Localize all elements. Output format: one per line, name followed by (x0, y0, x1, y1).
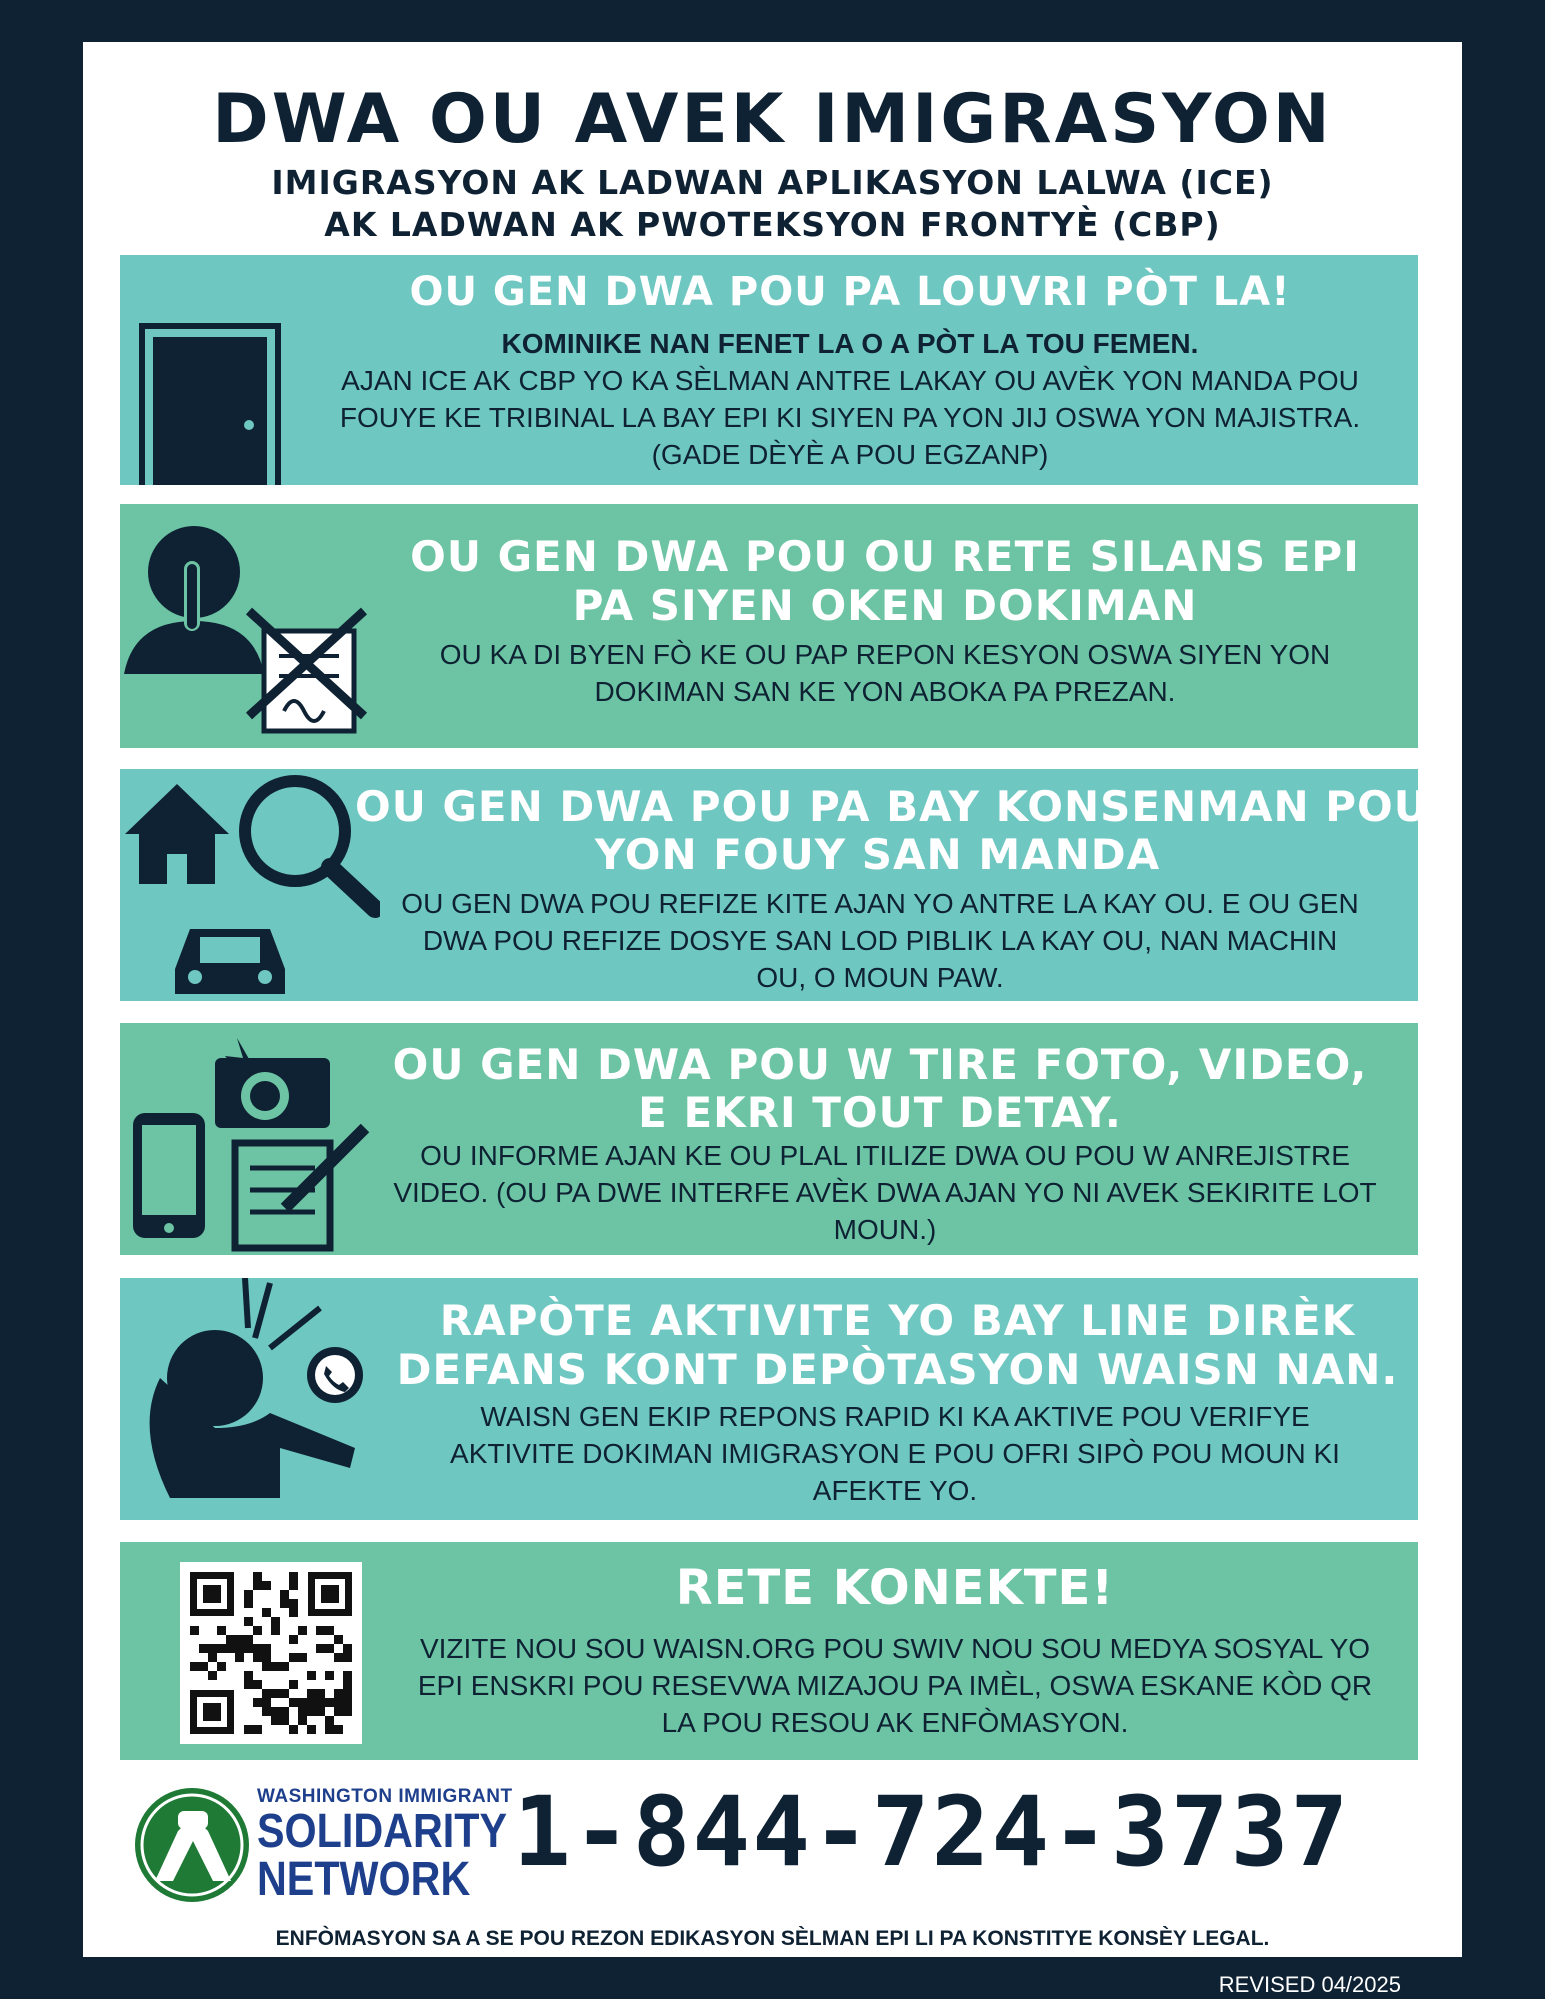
qr-code-graphic (180, 1562, 362, 1744)
qr-module (298, 1653, 307, 1662)
qr-module (262, 1644, 271, 1653)
qr-module (325, 1671, 334, 1680)
section-text: OU KA DI BYEN FÒ KE OU PAP REPON KESYON OSWA SIYEN YON DOKIMAN SAN KE YON ABOKA PA PREZAN. (439, 639, 1331, 707)
qr-module (298, 1626, 307, 1635)
qr-module (289, 1725, 298, 1734)
qr-module (316, 1689, 325, 1698)
section-door (120, 255, 1418, 485)
section-connect (120, 1542, 1418, 1760)
section-heading: RETE KONEKTE! (675, 1560, 1115, 1616)
legal-disclaimer: ENFÒMASYON SA A SE POU REZON EDIKASYON SÈLMAN EPI LI PA KONSTITYE KONSÈY LEGAL. (275, 1927, 1270, 1950)
qr-module (334, 1653, 343, 1662)
page-subtitle (83, 162, 1462, 246)
qr-module (334, 1698, 343, 1707)
qr-module (190, 1626, 199, 1635)
qr-module (271, 1689, 280, 1698)
hotline-number[interactable]: 1-844-724-3737 (513, 1776, 1351, 1888)
qr-module (280, 1590, 289, 1599)
qr-module (343, 1698, 352, 1707)
silence-no-sign-icon (124, 516, 374, 736)
qr-module (262, 1689, 271, 1698)
qr-module (307, 1707, 316, 1716)
org-name-top: WASHINGTON IMMIGRANT (257, 1786, 513, 1807)
qr-module (334, 1725, 343, 1734)
section-text: KOMINIKE NAN FENET LA O A PÒT LA TOU FEMEN. AJAN ICE AK CBP YO KA SÈLMAN ANTRE LAKAY OU AVÈK YON MANDA POU FOUYE KE TRIBINAL LA BAY EPI KI SIYEN PA YON JIJ OSWA YON MAJISTRA. (GADE DÈYÈ A POU EGZANP) (300, 325, 1400, 473)
qr-module (307, 1671, 316, 1680)
qr-module (217, 1644, 226, 1653)
qr-module (325, 1644, 334, 1653)
section-heading: OU GEN DWA POU PA BAY KONSENMAN POU YON FOUY SAN MANDA (355, 782, 1429, 879)
qr-module (253, 1572, 262, 1581)
subtitle-line-1: IMIGRASYON AK LADWAN APLIKASYON LALWA (ICE) (271, 163, 1274, 202)
qr-module (289, 1581, 298, 1590)
section-text: VIZITE NOU SOU WAISN.ORG POU SWIV NOU SOU MEDYA SOSYAL YO EPI ENSKRI POU RESEVWA MIZAJOU PA IMÈL, OSWA ESKANE KÒD QR LA POU RESOU AK ENFÒMASYON. (417, 1633, 1373, 1738)
qr-module (271, 1617, 280, 1626)
qr-module (280, 1716, 289, 1725)
qr-module (253, 1626, 262, 1635)
qr-module (343, 1671, 352, 1680)
qr-module (316, 1707, 325, 1716)
qr-module (334, 1707, 343, 1716)
qr-module (316, 1644, 325, 1653)
qr-module (343, 1680, 352, 1689)
section-report (120, 1278, 1418, 1520)
qr-module (235, 1653, 244, 1662)
qr-module (262, 1662, 271, 1671)
qr-module (253, 1680, 262, 1689)
qr-module (271, 1626, 280, 1635)
qr-module (253, 1644, 262, 1653)
qr-module (289, 1680, 298, 1689)
qr-module (289, 1572, 298, 1581)
qr-code-icon[interactable] (180, 1562, 362, 1744)
qr-module (289, 1698, 298, 1707)
section-heading: OU GEN DWA POU PA LOUVRI PÒT LA! (409, 269, 1291, 315)
qr-module (280, 1599, 289, 1608)
revision-date: REVISED 04/2025 (1218, 1972, 1401, 1997)
qr-module (226, 1635, 235, 1644)
section-silence (120, 504, 1418, 748)
qr-module (271, 1662, 280, 1671)
qr-module (343, 1644, 352, 1653)
section-text: OU GEN DWA POU REFIZE KITE AJAN YO ANTRE LA KAY OU. E OU GEN DWA POU REFIZE DOSYE SAN LOD PIBLIK LA KAY OU, NAN MACHIN OU, O MOUN PAW. (401, 888, 1359, 993)
qr-module (280, 1707, 289, 1716)
page-title: DWA OU AVEK IMIGRASYON (212, 80, 1333, 159)
qr-module (298, 1707, 307, 1716)
waisn-logo-icon (133, 1786, 251, 1904)
qr-module (289, 1653, 298, 1662)
door-icon (135, 255, 285, 485)
qr-module (235, 1644, 244, 1653)
org-name-line-1: SOLIDARITY (257, 1805, 507, 1858)
qr-module (325, 1716, 334, 1725)
section-search (120, 769, 1429, 1001)
section-lead: KOMINIKE NAN FENET LA O A PÒT LA TOU FEMEN. (501, 328, 1199, 359)
qr-module (208, 1671, 217, 1680)
house-search-car-icon (120, 769, 380, 999)
qr-module (307, 1689, 316, 1698)
qr-module (244, 1590, 253, 1599)
section-record (120, 1023, 1418, 1255)
section-text: WAISN GEN EKIP REPONS RAPID KI KA AKTIVE POU VERIFYE AKTIVITE DOKIMAN IMIGRASYON E POU OFRI SIPÒ POU MOUN KI AFEKTE YO. (450, 1401, 1340, 1506)
qr-module (199, 1644, 208, 1653)
qr-module (298, 1698, 307, 1707)
org-name-line-2: NETWORK (257, 1853, 471, 1906)
qr-module (325, 1698, 334, 1707)
qr-module (325, 1626, 334, 1635)
subtitle-line-2: AK LADWAN AK PWOTEKSYON FRONTYÈ (CBP) (324, 205, 1221, 244)
qr-module (316, 1698, 325, 1707)
qr-module (343, 1653, 352, 1662)
qr-module (244, 1671, 253, 1680)
qr-module (244, 1635, 253, 1644)
qr-module (262, 1698, 271, 1707)
org-name (257, 1786, 548, 1904)
qr-module (217, 1626, 226, 1635)
section-heading: RAPÒTE AKTIVITE YO BAY LINE DIRÈK DEFANS KONT DEPÒTASYON WAISN NAN. (396, 1296, 1399, 1394)
qr-module (289, 1599, 298, 1608)
qr-module (280, 1689, 289, 1698)
qr-module (235, 1635, 244, 1644)
qr-module (307, 1725, 316, 1734)
qr-module (262, 1581, 271, 1590)
qr-module (208, 1644, 217, 1653)
qr-module (253, 1653, 262, 1662)
qr-module (307, 1698, 316, 1707)
qr-module (199, 1662, 208, 1671)
qr-module (271, 1716, 280, 1725)
qr-module (217, 1662, 226, 1671)
qr-module (253, 1698, 262, 1707)
section-heading: OU GEN DWA POU OU RETE SILANS EPI PA SIYEN OKEN DOKIMAN (410, 532, 1360, 630)
qr-module (253, 1725, 262, 1734)
qr-module (343, 1707, 352, 1716)
qr-module (262, 1653, 271, 1662)
qr-module (244, 1599, 253, 1608)
qr-module (325, 1725, 334, 1734)
qr-module (262, 1608, 271, 1617)
qr-module (226, 1644, 235, 1653)
qr-module (298, 1716, 307, 1725)
qr-module (334, 1635, 343, 1644)
qr-module (244, 1644, 253, 1653)
section-text: OU INFORME AJAN KE OU PLAL ITILIZE DWA OU POU W ANREJISTRE VIDEO. (OU PA DWE INTERFE AVÈK DWA AJAN YO NI AVEK SEKIRITE LOT MOUN.) (393, 1140, 1377, 1245)
qr-module (244, 1725, 253, 1734)
qr-module (289, 1635, 298, 1644)
flyer-page (83, 42, 1462, 1957)
qr-module (208, 1653, 217, 1662)
qr-module (316, 1626, 325, 1635)
phone-camera-notes-icon (125, 1028, 385, 1258)
qr-module (271, 1707, 280, 1716)
qr-module (343, 1689, 352, 1698)
qr-module (190, 1662, 199, 1671)
section-heading: OU GEN DWA POU W TIRE FOTO, VIDEO, E EKRI TOUT DETAY. (392, 1040, 1368, 1137)
qr-module (262, 1707, 271, 1716)
person-calling-icon (130, 1278, 400, 1518)
qr-module (289, 1608, 298, 1617)
qr-module (334, 1689, 343, 1698)
qr-module (280, 1662, 289, 1671)
qr-module (244, 1617, 253, 1626)
qr-module (244, 1680, 253, 1689)
qr-module (253, 1581, 262, 1590)
